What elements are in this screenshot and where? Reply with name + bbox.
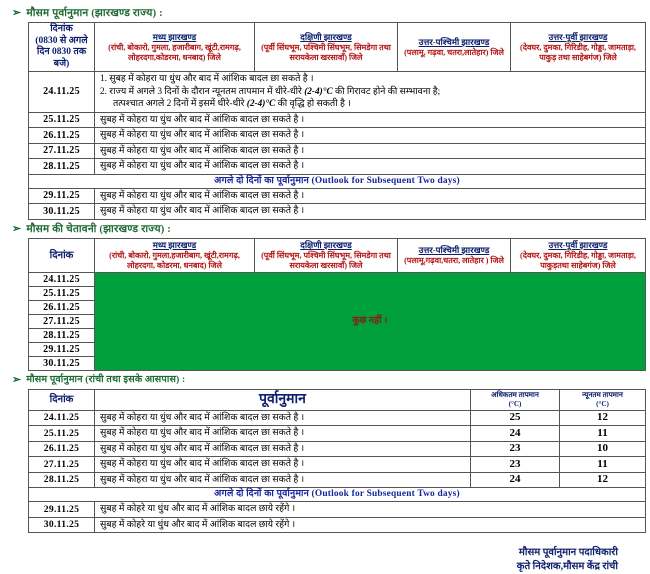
row-date: 26.11.25 — [29, 300, 95, 314]
row-max-temp: 23 — [471, 457, 560, 473]
section-1-heading — [12, 7, 644, 20]
row-date: 29.11.25 — [29, 188, 95, 204]
region-districts: (पूर्वी सिंघभूम, पश्चिमी सिंघभूम, सिमडेगा तथा सरायकेला खरसावाँ) जिले — [261, 42, 391, 62]
table-row — [29, 143, 646, 159]
row-forecast-text: सुबह में कोहरा या धुंध और बाद में आंशिक बादल छा सकते है । — [95, 410, 471, 426]
section-2-title: मौसम की चेतावनी (झारखण्ड राज्य) : — [26, 223, 172, 235]
row-min-temp: 11 — [560, 426, 646, 442]
col-header-central-jharkhand — [95, 23, 255, 72]
row-date: 29.11.25 — [29, 502, 95, 518]
row-date: 24.11.25 — [29, 272, 95, 286]
weather-warning-table — [28, 238, 646, 371]
region-districts: (पलामू, गढ़वा, चतरा,लातेहार) जिले — [404, 47, 504, 57]
max-temp-unit: (°C) — [508, 399, 522, 408]
bullet-arrow-icon: ➢ — [12, 373, 22, 386]
row-forecast-text: सुबह में कोहरे या धुंध और बाद में आंशिक बादल छाये रहेंगे । — [95, 502, 646, 518]
row-date: 27.11.25 — [29, 314, 95, 328]
col-header-date: दिनांक — [29, 389, 95, 410]
col-header-northeast-jharkhand — [511, 23, 646, 72]
table-row — [29, 272, 646, 286]
region-name: दक्षिणी झारखण्ड — [300, 31, 352, 42]
region-districts: (देवघर, दुमका, गिरिडीह, गोड्डा, जामताड़ा, पाकुड़तथा साहेबगंज) जिले — [520, 250, 636, 270]
row-min-temp: 12 — [560, 410, 646, 426]
date-header-line-1: दिनांक — [50, 24, 73, 34]
col-header-northeast-jharkhand — [511, 238, 646, 272]
row-date: 25.11.25 — [29, 426, 95, 442]
table-row — [29, 410, 646, 426]
table-row — [29, 159, 646, 175]
row-forecast-text: सुबह में कोहरा या धुंध और बाद में आंशिक बादल छा सकते है । — [95, 143, 646, 159]
region-districts: (रांची, बोकारो, गुमला, हजारीबाग, खूंटी,रामगढ़, लोहरदगा,कोडरमा, धनबाद) जिले — [108, 42, 241, 62]
table-row — [29, 472, 646, 488]
table-row — [29, 204, 646, 220]
row-max-temp: 24 — [471, 472, 560, 488]
region-name: उत्तर-पूर्वी झारखण्ड — [548, 239, 608, 250]
table-row — [29, 112, 646, 128]
row-date: 28.11.25 — [29, 328, 95, 342]
col-header-date — [29, 23, 95, 72]
min-temp-unit: (°C) — [596, 399, 609, 408]
row-date: 30.11.25 — [29, 356, 95, 370]
forecast-item-1: 1. सुबह में कोहरा या धुंध और बाद में आंशिक बादल छा सकते है । — [100, 74, 314, 84]
row-forecast-text: सुबह में कोहरा या धुंध और बाद में आंशिक बादल छा सकते है । — [95, 441, 471, 457]
row-max-temp: 23 — [471, 441, 560, 457]
col-header-max-temp — [471, 389, 560, 410]
table-row — [29, 502, 646, 518]
forecast-item-2-part-a: 2. राज्य में अगले 3 दिनों के दौरान न्यूनतम तापमान में धीरे-धीरे — [100, 86, 302, 97]
col-header-forecast: पूर्वानुमान — [95, 389, 471, 410]
col-header-south-jharkhand — [255, 23, 398, 72]
row-date: 30.11.25 — [29, 517, 95, 533]
row-date: 27.11.25 — [29, 143, 95, 159]
row-date: 26.11.25 — [29, 441, 95, 457]
region-districts: (पूर्वी सिंघभूम, पश्चिमी सिंघभूम, सिमडेगा तथा सरायकेला खरसावाँ) जिले — [261, 250, 391, 270]
row-forecast-text — [95, 72, 646, 113]
forecast-item-2-part-b: की गिरावट होने की सम्भावना है; — [335, 86, 441, 97]
table-header-row — [29, 23, 646, 72]
row-forecast-text: सुबह में कोहरे या धुंध और बाद में आंशिक बादल छाये रहेंगे । — [95, 517, 646, 533]
row-forecast-text: सुबह में कोहरा या धुंध और बाद में आंशिक बादल छा सकते है । — [95, 188, 646, 204]
col-header-min-temp — [560, 389, 646, 410]
signature-line-1: मौसम पूर्वानुमान पदाधिकारी — [518, 547, 618, 558]
row-date: 24.11.25 — [29, 410, 95, 426]
forecast-item-2 — [100, 86, 642, 99]
row-forecast-text: सुबह में कोहरा या धुंध और बाद में आंशिक बादल छा सकते है । — [95, 457, 471, 473]
section-3-heading — [12, 374, 644, 387]
section-3-title: मौसम पूर्वानुमान (रांची तथा इसके आसपास) : — [26, 374, 186, 385]
table-row — [29, 441, 646, 457]
col-header-date: दिनांक — [29, 238, 95, 272]
section-1-title: मौसम पूर्वानुमान (झारखण्ड राज्य) : — [26, 8, 163, 19]
row-forecast-text: सुबह में कोहरा या धुंध और बाद में आंशिक बादल छा सकते है । — [95, 159, 646, 175]
row-forecast-text: सुबह में कोहरा या धुंध और बाद में आंशिक बादल छा सकते है । — [95, 128, 646, 144]
table-header-row — [29, 238, 646, 272]
date-header-line-2: (0830 से अगले — [35, 35, 88, 46]
row-date: 30.11.25 — [29, 204, 95, 220]
row-forecast-text: सुबह में कोहरा या धुंध और बाद में आंशिक बादल छा सकते है । — [95, 472, 471, 488]
col-header-central-jharkhand — [95, 238, 255, 272]
region-name: उत्तर-पश्चिमी झारखण्ड — [418, 36, 490, 47]
row-date: 25.11.25 — [29, 286, 95, 300]
table-row — [29, 517, 646, 533]
table-row — [29, 72, 646, 113]
forecast-item-2-continued — [100, 98, 642, 111]
row-forecast-text: सुबह में कोहरा या धुंध और बाद में आंशिक बादल छा सकते है । — [95, 426, 471, 442]
max-temp-label: अधिकतम तापमान — [491, 390, 539, 399]
region-name: दक्षिणी झारखण्ड — [300, 239, 352, 250]
warning-merged-cell: कुछ नहीं । — [95, 272, 646, 370]
row-forecast-text: सुबह में कोहरा या धुंध और बाद में आंशिक बादल छा सकते है । — [95, 204, 646, 220]
region-name: उत्तर-पश्चिमी झारखण्ड — [418, 244, 490, 255]
region-districts: (रांची, बोकारो, गुमला,हजारीबाग, खूंटी,रामगढ़, लोहरदगा, कोडरमा, धनबाद) जिले — [109, 250, 240, 270]
row-date: 26.11.25 — [29, 128, 95, 144]
outlook-separator-row — [29, 488, 646, 502]
row-date: 27.11.25 — [29, 457, 95, 473]
col-header-south-jharkhand — [255, 238, 398, 272]
col-header-northwest-jharkhand — [398, 238, 511, 272]
row-max-temp: 25 — [471, 410, 560, 426]
forecast-item-2-part-d: की वृद्धि हो सकती है । — [277, 99, 351, 109]
row-max-temp: 24 — [471, 426, 560, 442]
region-name: मध्य झारखण्ड — [152, 31, 197, 42]
forecast-item-2-part-c: तत्पश्चात अगले 2 दिनों में इसमें धीरे-धीरे — [113, 99, 245, 109]
bullet-arrow-icon: ➢ — [12, 222, 22, 235]
bullet-arrow-icon: ➢ — [12, 7, 22, 19]
date-header-line-4: बजे) — [53, 58, 70, 69]
row-date: 25.11.25 — [29, 112, 95, 128]
region-name: मध्य झारखण्ड — [152, 239, 197, 250]
row-date: 28.11.25 — [29, 159, 95, 175]
signature-block — [6, 546, 644, 574]
date-header-line-3: दिन 0830 तक — [36, 47, 87, 57]
signature-line-2: कृते निदेशक,मौसम केंद्र रांची — [516, 561, 618, 572]
table-row — [29, 426, 646, 442]
row-date: 28.11.25 — [29, 472, 95, 488]
row-forecast-text: सुबह में कोहरा या धुंध और बाद में आंशिक बादल छा सकते है । — [95, 112, 646, 128]
table-header-row — [29, 389, 646, 410]
outlook-label: अगले दो दिनों का पूर्वानुमान (Outlook for Subsequent Two days) — [29, 174, 646, 188]
outlook-label: अगले दो दिनों का पूर्वानुमान (Outlook for Subsequent Two days) — [29, 488, 646, 502]
temp-change-value-1: (2-4)°C — [304, 86, 333, 97]
region-name: उत्तर-पूर्वी झारखण्ड — [548, 31, 608, 42]
min-temp-label: न्यूनतम तापमान — [582, 390, 623, 399]
temp-change-value-2: (2-4)°C — [246, 99, 276, 109]
state-forecast-table — [28, 22, 646, 220]
row-date: 29.11.25 — [29, 342, 95, 356]
region-districts: (देवघर, दुमका, गिरिडीह, गोड्डा, जामताड़ा, पाकुड़ तथा साहेबगंज) जिले — [520, 42, 636, 62]
row-date: 24.11.25 — [29, 72, 95, 113]
row-min-temp: 10 — [560, 441, 646, 457]
table-row — [29, 457, 646, 473]
table-row — [29, 188, 646, 204]
row-min-temp: 11 — [560, 457, 646, 473]
col-header-northwest-jharkhand — [398, 23, 511, 72]
outlook-separator-row — [29, 174, 646, 188]
ranchi-forecast-table — [28, 389, 646, 534]
row-min-temp: 12 — [560, 472, 646, 488]
region-districts: (पलामू,गढ़वा,चतरा, लातेहार ) जिले — [404, 255, 504, 265]
section-2-heading — [12, 223, 644, 236]
table-row — [29, 128, 646, 144]
